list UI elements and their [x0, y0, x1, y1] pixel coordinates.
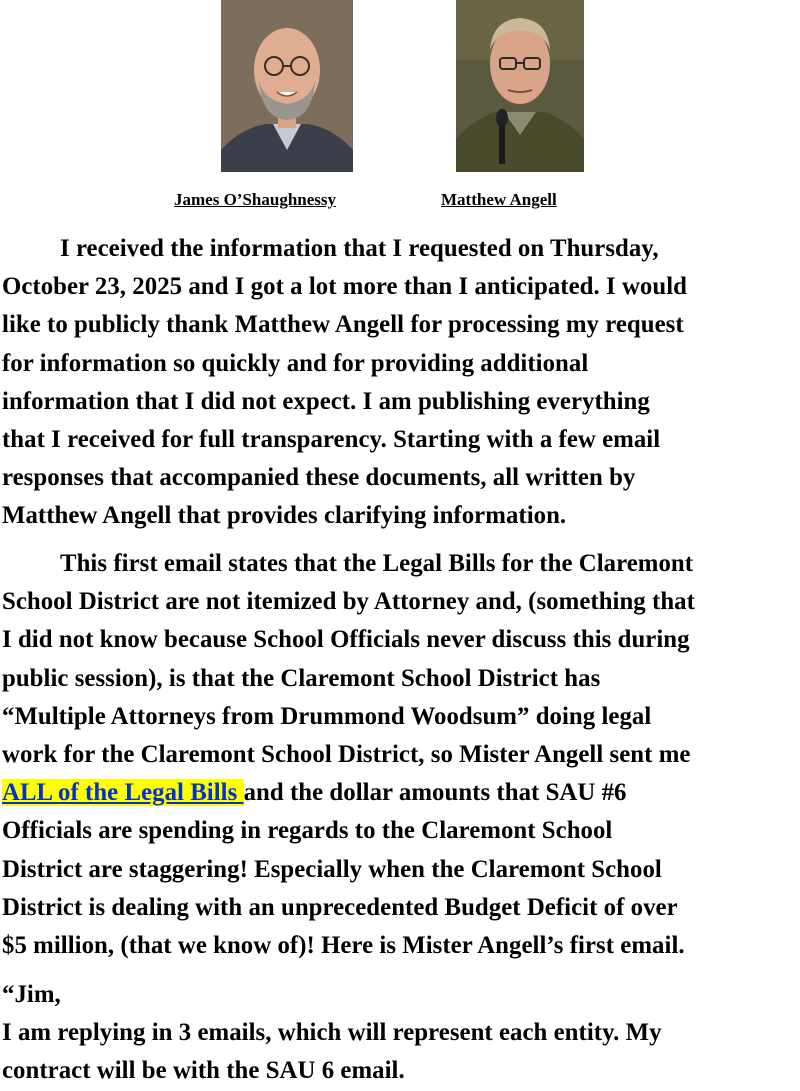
legal-bills-link[interactable]: ALL of the Legal Bills: [2, 779, 244, 807]
text-line: information that I did not expect. I am publishing everything: [2, 387, 650, 415]
text-line-rest: and the dollar amounts that SAU #6: [243, 779, 627, 807]
text-line: This first email states that the Legal Bills for the Claremont: [60, 550, 694, 577]
email-quote: [2, 976, 800, 1091]
text-line: I received the information that I requested on Thursday,: [60, 235, 659, 262]
text-line: contract will be with the SAU 6 email.: [2, 1057, 405, 1085]
text-line: [2, 774, 800, 812]
text-line: work for the Claremont School District, so Mister Angell sent me: [2, 741, 691, 769]
text-line: October 23, 2025 and I got a lot more than I anticipated. I would: [2, 273, 687, 301]
text-line: I did not know because School Officials never discuss this during: [2, 626, 690, 654]
legal-bills-paragraph: [2, 545, 800, 965]
text-line: Matthew Angell that provides clarifying information.: [2, 502, 567, 530]
james-oshaughnessy-photo: [221, 0, 353, 172]
portrait-bald-glasses-beard-icon: [221, 0, 353, 172]
text-line: responses that accompanied these documents, all written by: [2, 464, 636, 492]
text-line: “Jim,: [2, 981, 61, 1008]
caption-james-oshaughnessy: James O’Shaughnessy: [174, 190, 337, 209]
text-line: “Multiple Attorneys from Drummond Woodsum” doing legal: [2, 702, 652, 730]
text-line: public session), is that the Claremont School District has: [2, 664, 601, 692]
text-line: I am replying in 3 emails, which will represent each entity. My: [2, 1019, 662, 1047]
text-line: School District are not itemized by Attorney and, (something that: [2, 588, 695, 616]
text-line: like to publicly thank Matthew Angell for processing my request: [2, 311, 684, 339]
text-line: Officials are spending in regards to the Claremont School: [2, 817, 613, 845]
text-line: for information so quickly and for providing additional: [2, 349, 589, 377]
intro-paragraph: [2, 230, 800, 536]
portrait-microphone-speaker-icon: [456, 0, 584, 172]
text-line: $5 million, (that we know of)! Here is Mister Angell’s first email.: [2, 932, 685, 960]
text-line: District is dealing with an unprecedented Budget Deficit of over: [2, 893, 678, 921]
matthew-angell-photo: [456, 0, 584, 172]
text-line: District are staggering! Especially when the Claremont School: [2, 855, 662, 883]
caption-matthew-angell: Matthew Angell: [441, 190, 557, 209]
text-line: that I received for full transparency. Starting with a few email: [2, 426, 661, 454]
